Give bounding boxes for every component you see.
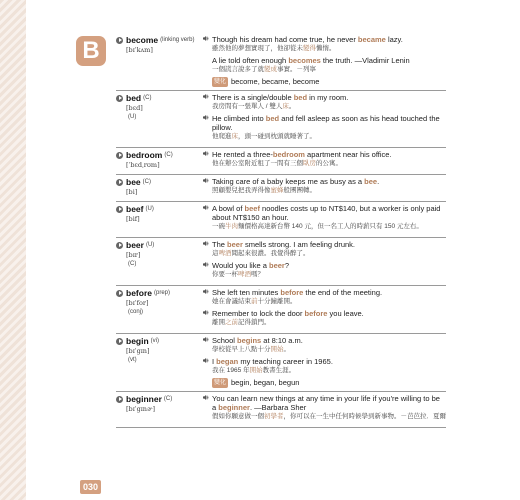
sense-row [116,288,446,309]
section-letter-tab: B [76,36,106,66]
sense-label: (vt) [128,357,137,363]
speaker-icon[interactable] [203,36,209,41]
sense-row [116,336,446,357]
examples-column [203,114,446,144]
highlighted-text: 開始 [249,367,263,374]
headword: beginner [126,394,162,404]
example-chinese [212,366,446,375]
headword-line [116,177,203,187]
entry-bee [116,175,446,202]
highlighted-text: 開始 [270,346,284,353]
headword: beef [126,204,144,214]
decorative-side-stripe [0,0,26,500]
highlighted-text: 牛肉 [225,223,238,230]
examples-column [203,394,446,424]
text-run: Though his dream had come true, he never [212,35,358,44]
sense-row [116,35,446,87]
text-run: 她在會議結束 [212,298,251,305]
text-run: noodles costs up to NT$140, but a worker is only paid about NT$150 an hour. [212,204,441,222]
highlighted-text: 變得 [303,45,316,52]
speaker-icon[interactable] [203,310,209,315]
example-block [212,114,446,141]
text-run: 一碗 [212,223,225,230]
headword-line [116,240,203,250]
speaker-icon[interactable] [203,178,209,183]
part-of-speech: (prep) [153,290,170,296]
sense-label: (U) [128,114,137,120]
phonetic: [bif] [126,215,140,223]
text-run: The [212,240,228,249]
highlighted-text: 蜜蜂 [270,187,284,194]
examples-column [203,288,446,309]
text-run: 照顧嬰兒把我弄得像 [212,187,271,194]
sense-label-column [116,114,203,144]
sense-row [116,204,446,234]
audio-play-icon[interactable] [116,206,123,213]
highlighted-text: before [280,288,304,297]
highlighted-text: 啤酒 [218,250,232,257]
text-run: and fell asleep as soon as his head touched the pillow. [212,114,440,132]
text-run: School [212,336,238,345]
part-of-speech: (linking verb) [160,37,195,43]
text-run: my teaching career in 1965. [238,357,333,366]
inflection-forms: become, became, become [231,77,320,86]
text-run: smells strong. I am feeling drunk. [242,240,355,249]
sense-label: (conj) [128,309,144,315]
entry-become [116,33,446,91]
headword-line [116,336,203,346]
speaker-icon[interactable] [203,395,209,400]
sense-row [116,394,446,424]
part-of-speech: (U) [145,242,155,248]
text-run: 離開 [212,319,225,326]
text-run: 麵價格高達新台幣 140 元，但一名工人的時薪只有 150 元左右。 [238,223,423,230]
highlighted-text: bed [293,93,308,102]
examples-column [203,150,446,171]
text-run: 聞起來很濃。我覺得醉了。 [231,250,310,257]
headword-column [116,336,203,357]
headword-column [116,93,203,114]
text-run: 十分鐘離開。 [257,298,297,305]
example-block [212,288,446,306]
example-english [212,56,446,65]
text-run: 他爬進 [212,133,232,140]
highlighted-text: 啤酒 [238,271,251,278]
text-run: 。 [288,103,296,110]
text-run: Taking care of a baby keeps me as busy as a [212,177,365,186]
text-run: 學校從早上八點十分 [212,346,271,353]
highlighted-text: begins [237,336,262,345]
highlighted-text: began [216,357,239,366]
example-chinese [212,318,446,327]
dictionary-entries [116,33,446,428]
example-block [212,336,446,354]
highlighted-text: before [304,309,328,318]
inflection-badge: 變化 [214,79,227,85]
highlighted-text: 之前 [225,319,238,326]
text-run: There is a single/double [212,93,294,102]
headword: become [126,35,159,45]
entry-bed [116,91,446,148]
headword-line [116,204,203,214]
part-of-speech: (U) [145,206,154,212]
highlighted-text: becomes [288,56,321,65]
examples-column [203,261,446,282]
highlighted-text: 變成 [264,66,277,73]
highlighted-text: 前 [251,298,258,305]
highlighted-text: 初學者 [264,413,284,420]
speaker-icon[interactable] [203,337,209,342]
example-chinese [212,297,446,306]
text-run: 一個謊言說多了就 [212,66,264,73]
text-run: apartment near his office. [304,150,392,159]
example-chinese [212,44,446,53]
sense-row [116,240,446,261]
example-block [212,150,446,168]
example-block [212,35,446,53]
headword-column [116,204,203,234]
text-run: the truth. —Vladimir Lenin [320,56,410,65]
speaker-icon[interactable] [203,262,209,267]
example-english [212,261,446,270]
inflection-forms: begin, began, begun [231,378,300,387]
phonetic: [ˈbɛdˌrʊm] [126,161,160,169]
example-chinese [212,186,446,195]
headword: beer [126,240,144,250]
text-run: Remember to lock the door [212,309,305,318]
inflection-badge: 變化 [214,380,227,386]
audio-play-icon[interactable] [116,290,123,297]
sense-label-column [116,357,203,388]
example-chinese [212,412,446,421]
speaker-icon[interactable] [203,151,209,156]
example-block [212,177,446,195]
text-run: 雖然他的夢想實現了，他卻從未 [212,45,303,52]
headword: begin [126,336,149,346]
highlighted-text: bed [265,114,280,123]
sense-label: (C) [128,261,137,267]
headword: bed [126,93,142,103]
text-run: 假如你願意做一個 [212,413,264,420]
example-english [212,240,446,249]
part-of-speech: (vi) [150,338,160,344]
speaker-icon[interactable] [203,205,209,210]
inflection-note [212,378,446,388]
phonetic: [bɪˈgɪnɚ] [126,405,156,413]
highlighted-text: beef [244,204,260,213]
example-chinese [212,270,446,279]
part-of-speech: (C) [163,396,173,402]
example-chinese [212,249,446,258]
audio-play-icon[interactable] [116,242,123,249]
sense-row [116,93,446,114]
speaker-icon[interactable] [203,358,209,363]
examples-column [203,204,446,234]
part-of-speech: (C) [164,152,173,158]
audio-play-icon[interactable] [116,152,123,159]
example-chinese [212,222,446,231]
sense-label-column [116,309,203,330]
text-run: ? [284,261,289,270]
text-run: 我房間有一張單人 / 雙人 [212,103,283,110]
examples-column [203,93,446,114]
highlighted-text: beginner [218,403,250,412]
entry-beginner [116,392,446,428]
text-run: . —Barbara Sher [249,403,307,412]
headword-line [116,150,203,160]
entry-before [116,286,446,334]
headword: before [126,288,152,298]
sense-row [116,309,446,330]
sense-row [116,150,446,171]
highlighted-text: became [357,35,386,44]
audio-play-icon[interactable] [116,396,123,403]
examples-column [203,177,446,198]
text-run: the end of the meeting. [303,288,383,297]
headword: bee [126,177,141,187]
examples-column [203,309,446,330]
example-block [212,204,446,231]
text-run: I [212,357,217,366]
example-block [212,357,446,375]
text-run: Would you like a [212,261,269,270]
examples-column [203,35,446,87]
inflection-note [212,77,446,87]
example-english [212,204,446,222]
headword-line [116,394,203,404]
text-run: He climbed into [212,114,266,123]
text-run: in my room. [307,93,349,102]
example-block [212,56,446,74]
text-run: A lie told often enough [212,56,289,65]
example-english [212,394,446,412]
text-run: You can learn new things at any time in your life if you're willing to be a [212,394,440,412]
phonetic: [bɪˈfor] [126,299,149,307]
phonetic: [bɪˈkʌm] [126,46,153,54]
headword-column [116,177,203,198]
example-english [212,35,446,44]
text-run: 事實。－列寧 [277,66,316,73]
text-run: 懶惰。 [316,45,336,52]
phonetic: [bɪˈgɪn] [126,347,150,355]
example-chinese [212,65,446,74]
highlighted-text: beer [268,261,285,270]
example-chinese [212,132,446,141]
example-block [212,240,446,258]
phonetic: [bɛd] [126,104,143,112]
example-english [212,309,446,318]
text-run: 你要一杯 [212,271,238,278]
text-run: 他在辦公室附近租了一間有三個 [212,160,303,167]
example-english [212,177,446,186]
phonetic: [bɪr] [126,251,141,259]
sense-row [116,357,446,388]
example-english [212,93,446,102]
text-run: She left ten minutes [212,288,281,297]
entry-bedroom [116,148,446,175]
sense-row [116,261,446,282]
part-of-speech: (C) [142,179,151,185]
text-run: 這 [212,250,219,257]
page-number: 030 [80,480,101,494]
headword-line [116,288,203,298]
headword-line [116,93,203,103]
text-run: ，你可以在一生中任何時候學到新事物。－芭芭拉．夏爾 [283,413,446,420]
speaker-icon[interactable] [203,94,209,99]
examples-column [203,240,446,261]
example-chinese [212,102,446,111]
example-block [212,261,446,279]
entry-beer [116,238,446,286]
audio-play-icon[interactable] [116,37,123,44]
example-english [212,357,446,366]
speaker-icon[interactable] [203,289,209,294]
example-block [212,93,446,111]
text-run: 教書生涯。 [262,367,296,374]
text-run: 記得鎖門。 [238,319,271,326]
phonetic: [bi] [126,188,138,196]
text-run: 嗎？ [251,271,264,278]
example-chinese [212,159,446,168]
highlighted-text: 臥房 [303,160,316,167]
text-run: ，頭一碰到枕頭就睡著了。 [238,133,316,140]
part-of-speech: (C) [143,95,152,101]
text-run: lazy. [385,35,403,44]
sense-row [116,177,446,198]
text-run: He rented a three- [212,150,273,159]
sense-row [116,114,446,144]
highlighted-text: bedroom [272,150,305,159]
examples-column [203,357,446,388]
text-run: at 8:10 a.m. [261,336,303,345]
text-run: A bowl of [212,204,245,213]
headword-column [116,150,203,171]
text-run: 般團團轉。 [283,187,316,194]
speaker-icon[interactable] [203,241,209,246]
example-chinese [212,345,446,354]
audio-play-icon[interactable] [116,95,123,102]
entry-begin [116,334,446,392]
headword-line [116,35,203,45]
speaker-icon[interactable] [203,115,209,120]
examples-column [203,336,446,357]
sense-label-column [116,261,203,282]
example-block [212,394,446,421]
headword-column [116,394,203,424]
audio-play-icon[interactable] [116,338,123,345]
headword-column [116,288,203,309]
audio-play-icon[interactable] [116,179,123,186]
highlighted-text: 床 [282,103,289,110]
headword: bedroom [126,150,163,160]
entry-beef [116,202,446,238]
text-run: 的公寓。 [316,160,342,167]
text-run: . [377,177,380,186]
example-english [212,114,446,132]
headword-column [116,35,203,87]
headword-column [116,240,203,261]
text-run: 我在 1965 年 [212,367,250,374]
highlighted-text: 床 [231,133,238,140]
highlighted-text: bee [364,177,378,186]
text-run: you leave. [327,309,364,318]
highlighted-text: beer [227,240,243,249]
example-english [212,336,446,345]
text-run: 。 [283,346,290,353]
example-english [212,288,446,297]
example-english [212,150,446,159]
example-block [212,309,446,327]
